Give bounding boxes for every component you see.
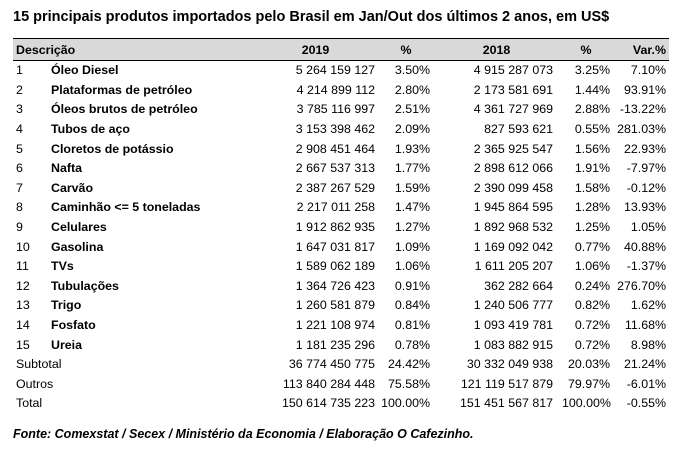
- pct-2019-cell: 1.09%: [394, 239, 430, 254]
- pct-2019-cell: 3.50%: [394, 63, 430, 78]
- rank-cell: 4: [16, 122, 23, 137]
- value-2019-cell: 150 614 735 223: [281, 396, 375, 411]
- pct-2019-cell: 2.80%: [394, 82, 430, 97]
- header-descricao: Descrição: [13, 39, 253, 61]
- header-row: [13, 39, 669, 61]
- pct-2019-cell: 0.91%: [394, 278, 430, 293]
- rank-cell: 13: [16, 298, 30, 313]
- pct-2018-cell: 100.00%: [562, 396, 611, 411]
- product-cell: Nafta: [51, 161, 82, 176]
- value-2019-cell: 1 364 726 423: [295, 278, 375, 293]
- pct-2019-cell: 1.93%: [394, 141, 430, 156]
- product-cell: Tubulações: [51, 278, 119, 293]
- rank-cell: 2: [16, 82, 23, 97]
- product-cell: Trigo: [51, 298, 82, 313]
- var-cell: 276.70%: [617, 278, 666, 293]
- pct-2018-cell: 0.72%: [574, 318, 610, 333]
- table-row: [13, 159, 669, 179]
- pct-2018-cell: 1.44%: [574, 82, 610, 97]
- var-cell: 1.62%: [630, 298, 666, 313]
- summary-label: Total: [16, 396, 43, 411]
- value-2019-cell: 2 667 537 313: [295, 161, 375, 176]
- product-cell: Gasolina: [51, 239, 104, 254]
- value-2018-cell: 2 365 925 547: [473, 141, 553, 156]
- value-2018-cell: 827 593 621: [484, 122, 553, 137]
- pct-2019-cell: 1.47%: [394, 200, 430, 215]
- value-2019-cell: 3 153 398 462: [295, 122, 375, 137]
- var-cell: 7.10%: [630, 63, 666, 78]
- table-row: [13, 61, 669, 81]
- rank-cell: 3: [16, 102, 23, 117]
- value-2018-cell: 151 451 567 817: [459, 396, 553, 411]
- var-cell: -7.97%: [626, 161, 666, 176]
- value-2018-cell: 30 332 049 938: [466, 357, 553, 372]
- pct-2019-cell: 24.42%: [387, 357, 430, 372]
- product-cell: TVs: [51, 259, 74, 274]
- table-row: [13, 179, 669, 199]
- table-row: [13, 120, 669, 140]
- table-row: [13, 100, 669, 120]
- value-2019-cell: 5 264 159 127: [295, 63, 375, 78]
- pct-2019-cell: 0.81%: [394, 318, 430, 333]
- pct-2019-cell: 75.58%: [387, 376, 430, 391]
- value-2018-cell: 1 945 864 595: [473, 200, 553, 215]
- rank-cell: 10: [16, 239, 30, 254]
- rank-cell: 8: [16, 200, 23, 215]
- pct-2019-cell: 0.78%: [394, 337, 430, 352]
- value-2018-cell: 2 173 581 691: [473, 82, 553, 97]
- var-cell: 22.93%: [623, 141, 666, 156]
- value-2019-cell: 2 387 267 529: [295, 180, 375, 195]
- pct-2019-cell: 100.00%: [381, 396, 430, 411]
- rank-cell: 12: [16, 278, 30, 293]
- var-cell: 93.91%: [623, 82, 666, 97]
- pct-2018-cell: 1.58%: [574, 180, 610, 195]
- value-2018-cell: 4 915 287 073: [473, 63, 553, 78]
- table-row: [13, 316, 669, 336]
- pct-2019-cell: 2.51%: [394, 102, 430, 117]
- table-row: [13, 218, 669, 238]
- value-2018-cell: 1 169 092 042: [473, 239, 553, 254]
- value-2019-cell: 36 774 450 775: [288, 357, 375, 372]
- var-cell: -0.55%: [626, 396, 666, 411]
- product-cell: Carvão: [51, 180, 94, 195]
- summary-row: [13, 355, 669, 375]
- product-cell: Óleo Diesel: [51, 63, 119, 78]
- product-cell: Ureia: [51, 337, 82, 352]
- var-cell: 13.93%: [623, 200, 666, 215]
- value-2019-cell: 2 217 011 258: [296, 200, 375, 215]
- var-cell: -1.37%: [626, 259, 666, 274]
- product-cell: Fosfato: [51, 318, 96, 333]
- pct-2019-cell: 0.84%: [394, 298, 430, 313]
- var-cell: -6.01%: [626, 376, 666, 391]
- pct-2018-cell: 2.88%: [574, 102, 610, 117]
- pct-2018-cell: 3.25%: [574, 63, 610, 78]
- product-cell: Cloretos de potássio: [51, 141, 174, 156]
- pct-2018-cell: 1.25%: [574, 220, 610, 235]
- pct-2018-cell: 0.82%: [574, 298, 610, 313]
- var-cell: -0.12%: [626, 180, 666, 195]
- pct-2018-cell: 1.56%: [574, 141, 610, 156]
- header-var: Var.%: [613, 39, 669, 61]
- pct-2019-cell: 1.77%: [394, 161, 430, 176]
- pct-2018-cell: 0.24%: [574, 278, 610, 293]
- var-cell: 11.68%: [624, 318, 666, 333]
- header-pct-2018: %: [559, 39, 613, 61]
- pct-2019-cell: 1.59%: [394, 180, 430, 195]
- value-2018-cell: 362 282 664: [484, 278, 553, 293]
- pct-2018-cell: 1.28%: [574, 200, 610, 215]
- var-cell: -13.22%: [619, 102, 666, 117]
- header-pct-2019: %: [378, 39, 434, 61]
- value-2018-cell: 121 119 517 879: [460, 376, 553, 391]
- value-2018-cell: 1 083 882 915: [473, 337, 553, 352]
- pct-2019-cell: 2.09%: [394, 122, 430, 137]
- product-cell: Tubos de aço: [51, 122, 130, 137]
- pct-2019-cell: 1.06%: [394, 259, 430, 274]
- header-2019: 2019: [253, 39, 378, 61]
- table-row: [13, 296, 669, 316]
- value-2019-cell: 2 908 451 464: [295, 141, 375, 156]
- value-2018-cell: 1 892 968 532: [473, 220, 553, 235]
- rank-cell: 11: [16, 259, 29, 274]
- value-2018-cell: 4 361 727 969: [473, 102, 553, 117]
- table-row: [13, 81, 669, 101]
- table-row: [13, 237, 669, 257]
- imports-table: [13, 38, 669, 414]
- var-cell: 8.98%: [630, 337, 666, 352]
- table-row: [13, 335, 669, 355]
- rank-cell: 6: [16, 161, 23, 176]
- var-cell: 40.88%: [623, 239, 666, 254]
- pct-2018-cell: 20.03%: [567, 357, 610, 372]
- pct-2019-cell: 1.27%: [394, 220, 430, 235]
- value-2019-cell: 3 785 116 997: [296, 102, 375, 117]
- header-2018: 2018: [434, 39, 559, 61]
- value-2019-cell: 1 912 862 935: [295, 220, 375, 235]
- value-2018-cell: 2 898 612 066: [473, 161, 553, 176]
- rank-cell: 1: [16, 63, 23, 78]
- value-2018-cell: 2 390 099 458: [473, 180, 553, 195]
- value-2018-cell: 1 240 506 777: [473, 298, 553, 313]
- table-row: [13, 198, 669, 218]
- value-2019-cell: 1 260 581 879: [295, 298, 375, 313]
- pct-2018-cell: 1.06%: [574, 259, 610, 274]
- rank-cell: 7: [16, 180, 23, 195]
- rank-cell: 15: [16, 337, 30, 352]
- table-title: 15 principais produtos importados pelo Brasil em Jan/Out dos últimos 2 anos, em US$: [13, 9, 610, 25]
- var-cell: 281.03%: [617, 122, 666, 137]
- product-cell: Óleos brutos de petróleo: [51, 102, 198, 117]
- table-row: [13, 139, 669, 159]
- summary-label: Subtotal: [16, 357, 62, 372]
- value-2018-cell: 1 093 419 781: [473, 318, 553, 333]
- value-2019-cell: 1 181 235 296: [295, 337, 375, 352]
- product-cell: Celulares: [51, 220, 107, 235]
- pct-2018-cell: 0.72%: [574, 337, 610, 352]
- table-row: [13, 257, 669, 277]
- table-row: [13, 277, 669, 297]
- value-2019-cell: 1 589 062 189: [295, 259, 375, 274]
- value-2019-cell: 113 840 284 448: [282, 376, 375, 391]
- summary-row: [13, 394, 669, 414]
- pct-2018-cell: 0.55%: [574, 122, 610, 137]
- value-2018-cell: 1 611 205 207: [474, 259, 553, 274]
- var-cell: 21.24%: [623, 357, 666, 372]
- rank-cell: 5: [16, 141, 23, 156]
- value-2019-cell: 4 214 899 112: [296, 82, 375, 97]
- summary-row: [13, 375, 669, 395]
- value-2019-cell: 1 221 108 974: [295, 318, 375, 333]
- product-cell: Caminhão <= 5 toneladas: [51, 200, 201, 215]
- summary-label: Outros: [16, 376, 54, 391]
- product-cell: Plataformas de petróleo: [51, 82, 193, 97]
- pct-2018-cell: 1.91%: [574, 161, 610, 176]
- pct-2018-cell: 79.97%: [567, 376, 610, 391]
- rank-cell: 9: [16, 220, 23, 235]
- source-note: Fonte: Comexstat / Secex / Ministério da Economia / Elaboração O Cafezinho.: [13, 427, 474, 441]
- var-cell: 1.05%: [630, 220, 666, 235]
- pct-2018-cell: 0.77%: [574, 239, 610, 254]
- value-2019-cell: 1 647 031 817: [295, 239, 375, 254]
- rank-cell: 14: [16, 318, 30, 333]
